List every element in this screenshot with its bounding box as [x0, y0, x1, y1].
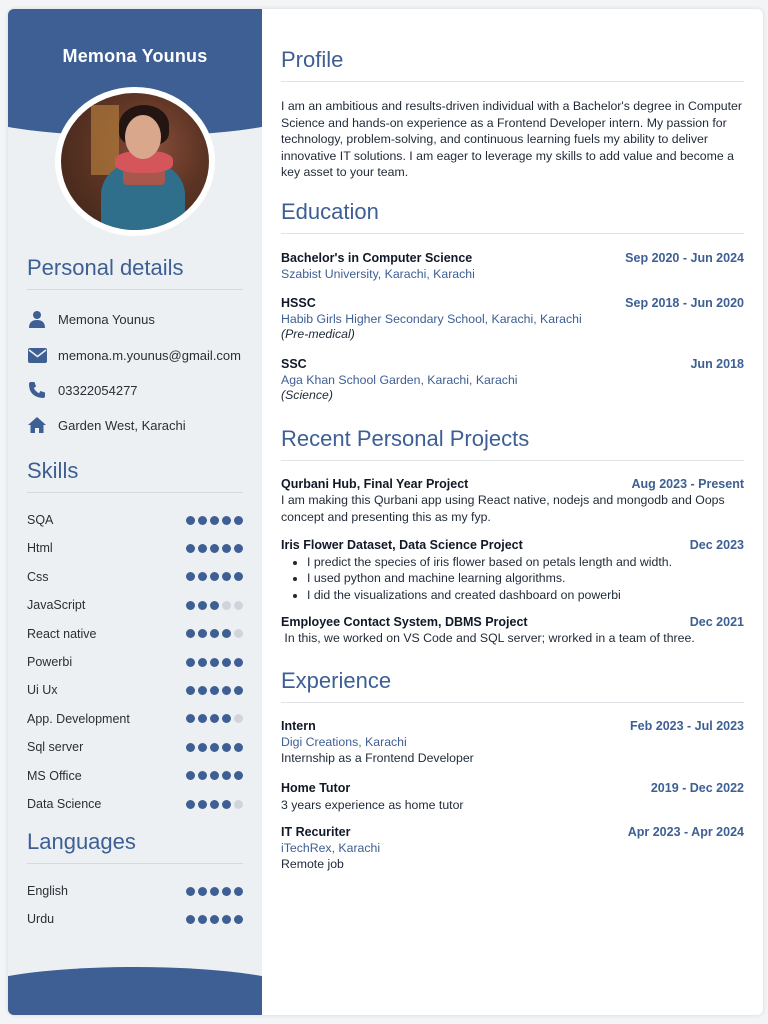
rating-dot — [234, 714, 243, 723]
education-note: (Science) — [281, 388, 333, 402]
rating-dot — [210, 601, 219, 610]
rating-dot — [186, 686, 195, 695]
skill-rating — [186, 714, 243, 723]
rating-dot — [186, 800, 195, 809]
language-rating — [186, 915, 243, 924]
rating-dot — [234, 544, 243, 553]
project-item — [281, 477, 744, 525]
detail-name: Memona Younus — [27, 309, 155, 329]
skill-rating — [186, 800, 243, 809]
language-label: Urdu — [27, 912, 55, 927]
skill-row — [27, 626, 243, 642]
skill-label: Ui Ux — [27, 683, 58, 698]
envelope-icon — [27, 345, 47, 365]
experience-description: Remote job — [281, 857, 344, 871]
rating-dot — [186, 658, 195, 667]
rating-dot — [210, 743, 219, 752]
project-title: Iris Flower Dataset, Data Science Project — [281, 538, 523, 552]
profile-text: I am an ambitious and results-driven individual with a Bachelor's degree in Computer Science and hands-on experience as a Frontend Developer intern. My passion for technology, problem-solving, and continuous learning fuels my ability to deliver innovative IT solutions. I am eager to leverage my skills to add value and become a key asset to your team. — [281, 99, 742, 180]
skills-section — [27, 458, 243, 811]
project-description: I am making this Qurbani app using React native, nodejs and mongodb and Oops concept and presenting this as my fyp. — [281, 493, 725, 524]
project-date: Dec 2021 — [689, 615, 744, 629]
resume-page — [8, 9, 763, 1015]
experience-item — [281, 719, 744, 767]
detail-address: Garden West, Karachi — [27, 415, 186, 435]
rating-dot — [234, 743, 243, 752]
project-title: Qurbani Hub, Final Year Project — [281, 477, 469, 491]
rating-dot — [222, 714, 231, 723]
education-school: Habib Girls Higher Secondary School, Karachi, Karachi — [281, 312, 582, 326]
skill-rating — [186, 516, 243, 525]
sidebar-footer-shape — [8, 967, 262, 1015]
rating-dot — [234, 915, 243, 924]
project-bullet: • I predict the species of iris flower based on petals length and width. — [307, 554, 744, 570]
rating-dot — [186, 771, 195, 780]
rating-dot — [222, 601, 231, 610]
experience-item — [281, 781, 744, 814]
skill-label: React native — [27, 626, 97, 641]
rating-dot — [210, 658, 219, 667]
rating-dot — [210, 544, 219, 553]
skill-rating — [186, 572, 243, 581]
experience-company: Digi Creations, Karachi — [281, 735, 407, 749]
skill-row — [27, 682, 243, 698]
skill-row — [27, 569, 243, 585]
rating-dot — [222, 743, 231, 752]
rating-dot — [198, 800, 207, 809]
skill-row — [27, 597, 243, 613]
experience-date: 2019 - Dec 2022 — [650, 781, 744, 795]
rating-dot — [210, 915, 219, 924]
rating-dot — [186, 915, 195, 924]
rating-dot — [234, 686, 243, 695]
skill-rating — [186, 601, 243, 610]
rating-dot — [198, 743, 207, 752]
rating-dot — [186, 714, 195, 723]
rating-dot — [186, 629, 195, 638]
education-title: SSC — [281, 357, 307, 371]
skill-row — [27, 768, 243, 784]
skill-label: JavaScript — [27, 598, 86, 613]
rating-dot — [198, 686, 207, 695]
skill-label: Css — [27, 569, 49, 584]
profile-photo — [61, 93, 209, 230]
skill-rating — [186, 743, 243, 752]
project-title: Employee Contact System, DBMS Project — [281, 615, 528, 629]
rating-dot — [222, 887, 231, 896]
rating-dot — [222, 516, 231, 525]
skill-label: SQA — [27, 513, 54, 527]
rating-dot — [234, 800, 243, 809]
rating-dot — [234, 887, 243, 896]
rating-dot — [186, 743, 195, 752]
main-content — [281, 9, 744, 1015]
project-bullets — [307, 554, 744, 603]
rating-dot — [186, 516, 195, 525]
rating-dot — [198, 516, 207, 525]
rating-dot — [234, 629, 243, 638]
experience-title: IT Recuriter — [281, 825, 351, 839]
personal-details-heading: Personal details — [27, 255, 243, 290]
rating-dot — [210, 516, 219, 525]
education-heading: Education — [281, 199, 744, 234]
skill-label: MS Office — [27, 768, 82, 783]
rating-dot — [222, 572, 231, 581]
rating-dot — [234, 516, 243, 525]
detail-phone[interactable]: 03322054277 — [27, 380, 138, 400]
education-item — [281, 251, 744, 281]
skills-heading: Skills — [27, 458, 243, 493]
rating-dot — [222, 629, 231, 638]
skill-label: App. Development — [27, 711, 130, 726]
rating-dot — [198, 629, 207, 638]
experience-description: Internship as a Frontend Developer — [281, 751, 474, 765]
rating-dot — [198, 771, 207, 780]
rating-dot — [198, 601, 207, 610]
candidate-name: Memona Younus — [62, 46, 208, 66]
language-label: English — [27, 884, 68, 898]
rating-dot — [222, 658, 231, 667]
skill-row — [27, 711, 243, 727]
profile-heading: Profile — [281, 47, 744, 82]
skill-row — [27, 512, 243, 528]
education-school: Szabist University, Karachi, Karachi — [281, 267, 475, 281]
skill-row — [27, 540, 243, 556]
rating-dot — [186, 544, 195, 553]
language-row — [27, 883, 243, 899]
project-date: Aug 2023 - Present — [631, 477, 744, 491]
experience-heading: Experience — [281, 668, 744, 703]
detail-email[interactable]: memona.m.younus@gmail.com — [27, 345, 241, 365]
sidebar — [8, 9, 262, 1015]
personal-details-section — [27, 255, 243, 445]
rating-dot — [198, 714, 207, 723]
skill-row — [27, 796, 243, 812]
project-date: Dec 2023 — [689, 538, 744, 552]
education-item — [281, 357, 744, 402]
phone-icon — [27, 380, 47, 400]
education-note: (Pre-medical) — [281, 327, 355, 341]
experience-description: 3 years experience as home tutor — [281, 798, 464, 812]
rating-dot — [210, 629, 219, 638]
project-item — [281, 538, 744, 603]
rating-dot — [234, 658, 243, 667]
rating-dot — [234, 601, 243, 610]
project-item — [281, 615, 744, 647]
experience-company: iTechRex, Karachi — [281, 841, 381, 855]
rating-dot — [198, 887, 207, 896]
skill-label: Data Science — [27, 797, 102, 811]
rating-dot — [222, 800, 231, 809]
languages-section — [27, 829, 243, 939]
rating-dot — [186, 572, 195, 581]
experience-date: Feb 2023 - Jul 2023 — [630, 719, 744, 733]
rating-dot — [198, 544, 207, 553]
education-title: HSSC — [281, 296, 316, 310]
home-icon — [27, 415, 47, 435]
skill-rating — [186, 629, 243, 638]
skill-label: Powerbi — [27, 655, 73, 669]
rating-dot — [222, 544, 231, 553]
rating-dot — [210, 887, 219, 896]
experience-item — [281, 825, 744, 873]
rating-dot — [210, 800, 219, 809]
project-description: In this, we worked on VS Code and SQL server; wrorked in a team of three. — [281, 631, 695, 645]
rating-dot — [234, 771, 243, 780]
skill-rating — [186, 658, 243, 667]
languages-heading: Languages — [27, 829, 243, 864]
rating-dot — [210, 572, 219, 581]
rating-dot — [222, 686, 231, 695]
projects-heading: Recent Personal Projects — [281, 426, 744, 461]
education-item — [281, 296, 744, 341]
skill-rating — [186, 544, 243, 553]
rating-dot — [210, 771, 219, 780]
rating-dot — [222, 915, 231, 924]
skill-row — [27, 654, 243, 670]
rating-dot — [210, 714, 219, 723]
experience-title: Home Tutor — [281, 781, 351, 795]
education-date: Jun 2018 — [690, 357, 744, 371]
language-row — [27, 911, 243, 927]
rating-dot — [234, 572, 243, 581]
language-rating — [186, 887, 243, 896]
experience-title: Intern — [281, 719, 316, 733]
education-school: Aga Khan School Garden, Karachi, Karachi — [281, 373, 518, 387]
skill-rating — [186, 771, 243, 780]
rating-dot — [198, 915, 207, 924]
skill-label: Html — [27, 541, 53, 556]
education-title: Bachelor's in Computer Science — [281, 251, 473, 265]
project-bullet: • I did the visualizations and created dashboard on powerbi — [307, 587, 744, 603]
rating-dot — [186, 887, 195, 896]
skill-rating — [186, 686, 243, 695]
skill-row — [27, 739, 243, 755]
rating-dot — [198, 572, 207, 581]
education-date: Sep 2020 - Jun 2024 — [625, 251, 744, 265]
rating-dot — [210, 686, 219, 695]
project-bullet: • I used python and machine learning algorithms. — [307, 570, 744, 586]
rating-dot — [186, 601, 195, 610]
person-icon — [27, 309, 47, 329]
experience-date: Apr 2023 - Apr 2024 — [627, 825, 744, 839]
rating-dot — [198, 658, 207, 667]
skill-label: Sql server — [27, 740, 84, 755]
rating-dot — [222, 771, 231, 780]
education-date: Sep 2018 - Jun 2020 — [625, 296, 744, 310]
